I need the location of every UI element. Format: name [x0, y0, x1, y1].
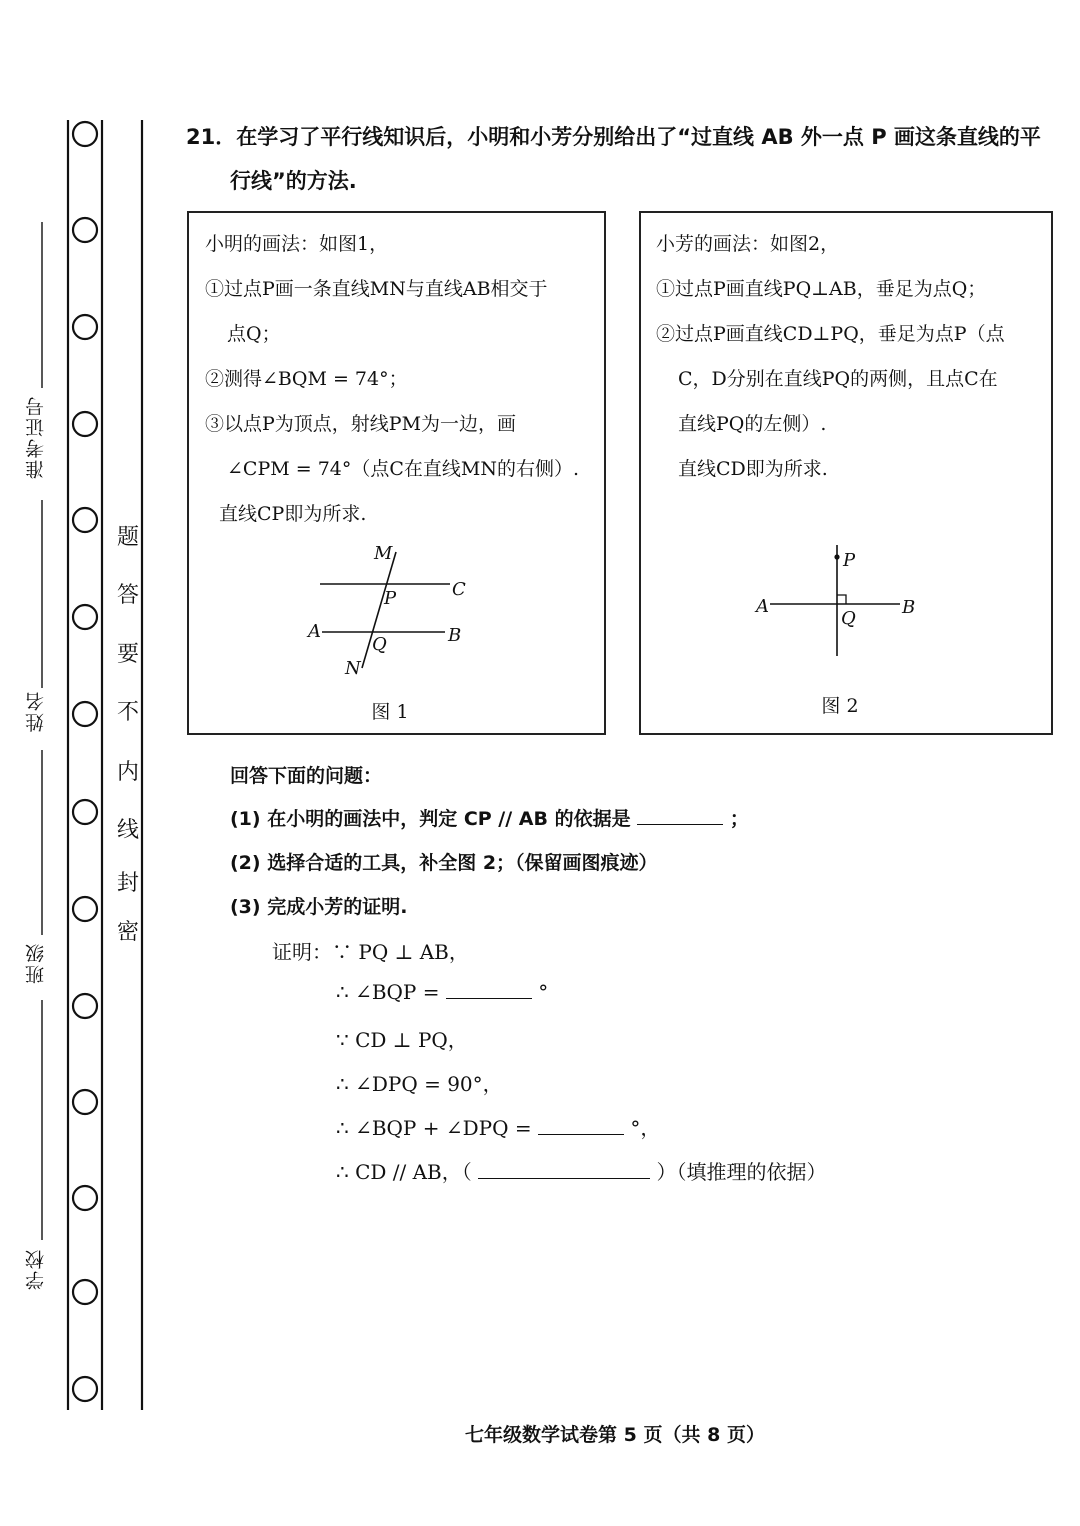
seal-char: 题: [116, 525, 139, 550]
sub-question-1-end: ；: [729, 808, 749, 830]
label-c: C: [452, 579, 466, 600]
label-n: N: [345, 658, 361, 679]
proof-line-5-text: ∴ ∠BQP + ∠DPQ =: [336, 1116, 532, 1140]
answer-blank-4[interactable]: [478, 1160, 650, 1179]
figure-1-caption: 图 1: [371, 701, 409, 723]
label-b: B: [902, 597, 916, 618]
proof-line-2-text: ∴ ∠BQP =: [336, 980, 440, 1004]
right-angle-mark: [837, 595, 846, 604]
name-label: 姓名: [25, 690, 47, 732]
proof-line-6-text: ∴ CD // AB，（: [336, 1160, 472, 1184]
seal-char: 内: [116, 760, 139, 785]
proof-line-5: [336, 1112, 660, 1141]
proof-line-3: ∵ CD ⊥ PQ，: [336, 1028, 468, 1052]
seal-char: 要: [116, 642, 139, 667]
seal-char: 线: [116, 818, 139, 843]
label-q: Q: [841, 608, 856, 629]
answer-intro: 回答下面的问题：: [230, 765, 383, 787]
school-label: 学校: [25, 1248, 47, 1290]
figure-1: [300, 540, 500, 690]
xiaoming-step1b: 点Q；: [227, 323, 281, 345]
xiaoming-step3b: ∠CPM = 74°（点C在直线MN的右侧）.: [227, 458, 580, 480]
xiaofang-step2c: 直线PQ的左侧）.: [678, 413, 827, 435]
seal-char: 密: [116, 920, 139, 945]
xiaoming-title: 小明的画法：如图1，: [205, 233, 389, 255]
xiaofang-step1: ①过点P画直线PQ⊥AB，垂足为点Q；: [656, 278, 987, 300]
xiaofang-step2b: C，D分别在直线PQ的两侧，且点C在: [678, 368, 998, 390]
answer-blank-3[interactable]: [538, 1116, 624, 1135]
sub-question-3: (3) 完成小芳的证明.: [230, 896, 408, 918]
proof-line-5-end: °，: [630, 1116, 661, 1140]
seal-char: 封: [116, 871, 139, 896]
label-m: M: [374, 543, 393, 564]
xiaoming-method-text: [205, 222, 600, 537]
proof-line-2: [336, 980, 548, 1004]
question-line-1: 21．在学习了平行线知识后，小明和小芳分别给出了“过直线 AB 外一点 P 画这条直线的平: [186, 125, 1041, 149]
label-p: P: [384, 588, 397, 609]
seal-char: 不: [116, 700, 139, 725]
seal-char: 答: [116, 583, 139, 608]
proof-line-6: [336, 1156, 826, 1185]
xiaoming-step1a: ①过点P画一条直线MN与直线AB相交于: [205, 278, 548, 300]
proof-line-2-end: °: [538, 980, 549, 1004]
xiaofang-title: 小芳的画法：如图2，: [656, 233, 840, 255]
label-a: A: [756, 596, 769, 617]
page-footer: 七年级数学试卷第 5 页（共 8 页）: [465, 1424, 765, 1446]
sub-question-1-text: (1) 在小明的画法中，判定 CP // AB 的依据是: [230, 808, 631, 830]
question-line-2: 行线”的方法.: [230, 169, 357, 193]
xiaoming-step3a: ③以点P为顶点，射线PM为一边，画: [205, 413, 517, 435]
label-q: Q: [372, 634, 387, 655]
proof-line-6-end: ）（填推理的依据）: [656, 1160, 827, 1184]
xiaofang-result: 直线CD即为所求.: [678, 458, 828, 480]
xiaoming-result: 直线CP即为所求.: [219, 503, 367, 525]
proof-line-4: ∴ ∠DPQ = 90°，: [336, 1072, 503, 1096]
answer-blank-2[interactable]: [446, 980, 532, 999]
xiaofang-method-text: [656, 222, 1048, 492]
sub-question-2: (2) 选择合适的工具，补全图 2；（保留画图痕迹）: [230, 852, 658, 874]
label-a: A: [308, 621, 321, 642]
xiaofang-step2a: ②过点P画直线CD⊥PQ，垂足为点P（点: [656, 323, 1005, 345]
exam-id-label: 准考证号: [25, 395, 47, 479]
label-b: B: [448, 625, 462, 646]
question-21-stem: [186, 115, 1066, 203]
answer-blank-1[interactable]: [637, 806, 723, 825]
figure-2: [750, 540, 930, 665]
figure-2-caption: 图 2: [821, 695, 859, 717]
class-label: 班级: [25, 942, 47, 984]
xiaoming-step2: ②测得∠BQM = 74°；: [205, 368, 408, 390]
proof-line-1: 证明：∵ PQ ⊥ AB，: [272, 940, 469, 964]
point-p: [834, 554, 839, 559]
sub-question-1: [230, 804, 749, 831]
label-p: P: [843, 550, 856, 571]
